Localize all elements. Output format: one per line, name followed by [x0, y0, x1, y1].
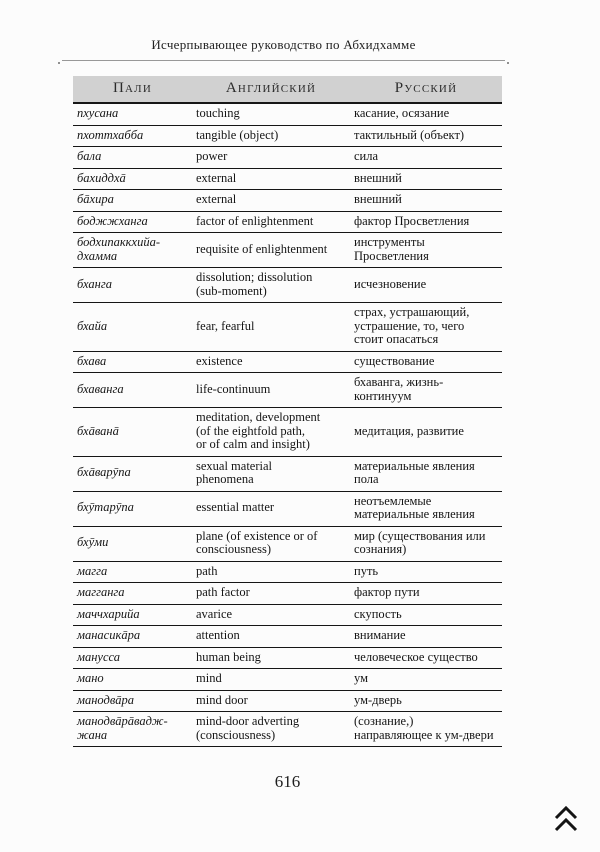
- table-row: [73, 491, 502, 526]
- cell-pali: магганга: [73, 583, 192, 605]
- table-row: [73, 190, 502, 212]
- cell-english: essential matter: [192, 491, 350, 526]
- cell-russian: фактор Просветления: [350, 211, 502, 233]
- table-row: [73, 233, 502, 268]
- cell-russian: медитация, развитие: [350, 408, 502, 457]
- table-row: [73, 561, 502, 583]
- cell-pali: манусса: [73, 647, 192, 669]
- cell-english: external: [192, 168, 350, 190]
- cell-russian: внимание: [350, 626, 502, 648]
- table-row: [73, 373, 502, 408]
- cell-pali: бāхира: [73, 190, 192, 212]
- table-row: [73, 583, 502, 605]
- cell-english: existence: [192, 351, 350, 373]
- cell-pali: бхайа: [73, 303, 192, 352]
- cell-english: fear, fearful: [192, 303, 350, 352]
- cell-english: mind door: [192, 690, 350, 712]
- cell-russian: ум-дверь: [350, 690, 502, 712]
- glossary-table-body: [73, 103, 502, 747]
- cell-russian: страх, устрашающий, устрашение, то, чего стоит опасаться: [350, 303, 502, 352]
- table-row: [73, 526, 502, 561]
- cell-russian: фактор пути: [350, 583, 502, 605]
- cell-english: human being: [192, 647, 350, 669]
- scroll-to-top-button[interactable]: [550, 801, 584, 839]
- cell-english: factor of enlightenment: [192, 211, 350, 233]
- cell-russian: тактильный (объект): [350, 125, 502, 147]
- cell-pali: пхоттхабба: [73, 125, 192, 147]
- cell-english: mind-door adverting (consciousness): [192, 712, 350, 747]
- cell-russian: исчезновение: [350, 268, 502, 303]
- table-row: [73, 351, 502, 373]
- cell-pali: бодхипаккхийа- дхамма: [73, 233, 192, 268]
- table-row: [73, 690, 502, 712]
- cell-russian: сила: [350, 147, 502, 169]
- cell-english: external: [192, 190, 350, 212]
- page-number: 616: [274, 772, 301, 791]
- cell-russian: касание, осязание: [350, 103, 502, 125]
- column-header-pali: Пали: [73, 76, 192, 103]
- cell-pali: манасикāра: [73, 626, 192, 648]
- table-row: [73, 147, 502, 169]
- running-head: Исчерпывающее руководство по Абхидхамме: [151, 37, 416, 52]
- cell-russian: неотъемлемые материальные явления: [350, 491, 502, 526]
- table-row: [73, 626, 502, 648]
- table-row: [73, 408, 502, 457]
- cell-english: meditation, development (of the eightfold path, or of calm and insight): [192, 408, 350, 457]
- cell-english: power: [192, 147, 350, 169]
- cell-pali: бхāварӯпа: [73, 456, 192, 491]
- table-header-row: [73, 76, 502, 103]
- cell-pali: маччхарийа: [73, 604, 192, 626]
- cell-pali: бхава: [73, 351, 192, 373]
- column-header-english: Английский: [192, 76, 350, 103]
- cell-russian: (сознание,) направляющее к ум-двери: [350, 712, 502, 747]
- cell-russian: материальные явления пола: [350, 456, 502, 491]
- cell-english: sexual material phenomena: [192, 456, 350, 491]
- cell-english: mind: [192, 669, 350, 691]
- cell-russian: путь: [350, 561, 502, 583]
- table-row: [73, 303, 502, 352]
- cell-english: life-continuum: [192, 373, 350, 408]
- cell-pali: бала: [73, 147, 192, 169]
- cell-russian: внешний: [350, 190, 502, 212]
- header-rule: [62, 60, 505, 61]
- cell-pali: манодвāрāвадж- жана: [73, 712, 192, 747]
- cell-russian: скупость: [350, 604, 502, 626]
- table-row: [73, 103, 502, 125]
- cell-russian: человеческое существо: [350, 647, 502, 669]
- cell-pali: манодвāра: [73, 690, 192, 712]
- column-header-russian: Русский: [350, 76, 502, 103]
- cell-pali: мано: [73, 669, 192, 691]
- cell-pali: магга: [73, 561, 192, 583]
- table-row: [73, 669, 502, 691]
- cell-pali: бханга: [73, 268, 192, 303]
- cell-english: path: [192, 561, 350, 583]
- cell-english: plane (of existence or of consciousness): [192, 526, 350, 561]
- glossary-table: [73, 76, 502, 747]
- table-row: [73, 211, 502, 233]
- table-row: [73, 456, 502, 491]
- table-row: [73, 712, 502, 747]
- cell-russian: ум: [350, 669, 502, 691]
- cell-pali: бхāванā: [73, 408, 192, 457]
- cell-english: path factor: [192, 583, 350, 605]
- cell-pali: бахиддхā: [73, 168, 192, 190]
- table-row: [73, 647, 502, 669]
- cell-english: touching: [192, 103, 350, 125]
- cell-english: avarice: [192, 604, 350, 626]
- cell-russian: инструменты Просветления: [350, 233, 502, 268]
- table-row: [73, 168, 502, 190]
- table-row: [73, 604, 502, 626]
- cell-russian: мир (существования или сознания): [350, 526, 502, 561]
- cell-english: requisite of enlightenment: [192, 233, 350, 268]
- table-row: [73, 125, 502, 147]
- cell-russian: существование: [350, 351, 502, 373]
- cell-russian: бхаванга, жизнь- континуум: [350, 373, 502, 408]
- cell-pali: бхӯми: [73, 526, 192, 561]
- double-chevron-up-icon: [552, 804, 580, 836]
- cell-pali: бхаванга: [73, 373, 192, 408]
- cell-pali: пхусана: [73, 103, 192, 125]
- cell-english: dissolution; dissolution (sub-moment): [192, 268, 350, 303]
- cell-russian: внешний: [350, 168, 502, 190]
- cell-english: tangible (object): [192, 125, 350, 147]
- cell-pali: бхӯтарӯпа: [73, 491, 192, 526]
- table-row: [73, 268, 502, 303]
- cell-english: attention: [192, 626, 350, 648]
- cell-pali: боджжханга: [73, 211, 192, 233]
